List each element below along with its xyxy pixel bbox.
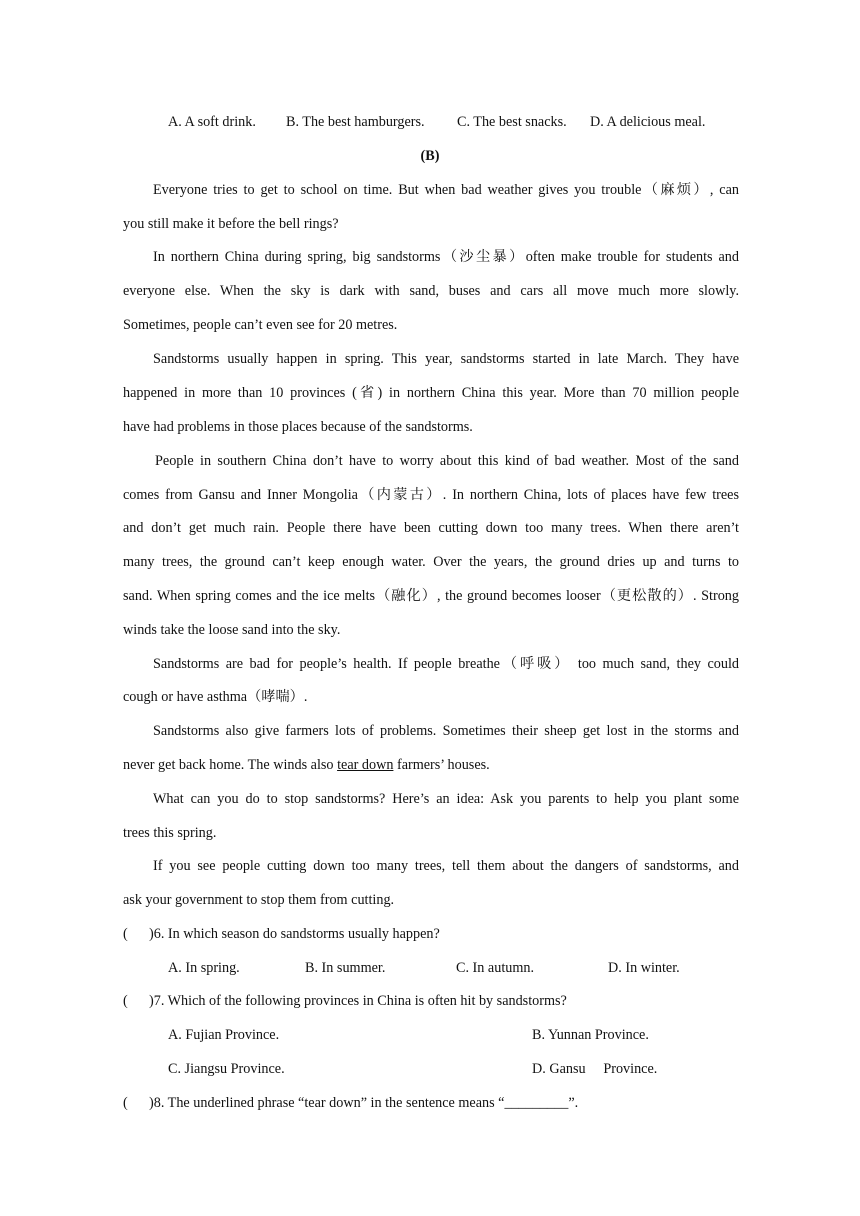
q5-option-a: A. A soft drink. [168,114,256,130]
passage-line: cough or have asthma（哮喘）. [123,689,308,705]
passage-line: winds take the loose sand into the sky. [123,622,341,638]
passage-line: ask your government to stop them from cutting. [123,892,395,908]
q6-option-b: B. In summer. [305,960,386,976]
question-8-stem: ( )8. The underlined phrase “tear down” in the sentence means “_________”. [123,1095,579,1111]
passage-line: everyone else. When the sky is dark with sand, buses and cars all move much more slowly. [123,283,739,299]
passage-text: farmers’ houses. [393,757,490,773]
passage-line: In northern China during spring, big sandstorms（沙尘暴）often make trouble for students and [153,249,739,265]
q7-option-a: A. Fujian Province. [168,1027,280,1043]
q6-option-c: C. In autumn. [456,960,535,976]
passage-text: never get back home. The winds also [123,757,338,773]
passage-line: and don’t get much rain. People there have been cutting down too many trees. When there aren’t [123,520,739,536]
passage-line: happened in more than 10 provinces (省) in northern China this year. More than 70 million people [123,385,739,401]
passage-line: comes from Gansu and Inner Mongolia（内蒙古）. In northern China, lots of places have few trees [123,487,739,503]
passage-line: sand. When spring comes and the ice melts（融化）, the ground becomes looser（更松散的）. Strong [123,588,739,604]
passage-line: many trees, the ground can’t keep enough water. Over the years, the ground dries up and turns to [123,554,739,570]
q6-option-d: D. In winter. [608,960,680,976]
passage-line: Sandstorms are bad for people’s health. If people breathe（呼吸） too much sand, they could [153,656,739,672]
passage-line: you still make it before the bell rings? [123,216,339,232]
passage-line: If you see people cutting down too many trees, tell them about the dangers of sandstorms, and [153,858,739,874]
question-7-stem: ( )7. Which of the following provinces in China is often hit by sandstorms? [123,993,567,1009]
q7-option-b: B. Yunnan Province. [532,1027,649,1043]
section-title: (B) [420,148,440,164]
passage-line: What can you do to stop sandstorms? Here’s an idea: Ask you parents to help you plant some [153,791,739,807]
q5-option-b: B. The best hamburgers. [286,114,425,130]
question-6-stem: ( )6. In which season do sandstorms usually happen? [123,926,440,942]
passage-line [123,756,490,774]
passage-line: Everyone tries to get to school on time. But when bad weather gives you trouble（麻烦）, can [153,182,739,198]
passage-line: trees this spring. [123,825,217,841]
q5-option-c: C. The best snacks. [457,114,567,130]
underlined-phrase: tear down [337,757,394,773]
passage-line: have had problems in those places because of the sandstorms. [123,419,473,435]
passage-line: Sandstorms also give farmers lots of problems. Sometimes their sheep get lost in the storms and [153,723,739,739]
q7-option-c: C. Jiangsu Province. [168,1061,285,1077]
passage-line: Sometimes, people can’t even see for 20 metres. [123,317,398,333]
q7-option-d: D. Gansu Province. [532,1061,658,1077]
passage-line: People in southern China don’t have to worry about this kind of bad weather. Most of the sand [155,453,739,469]
passage-line: Sandstorms usually happen in spring. This year, sandstorms started in late March. They have [153,351,739,367]
q6-option-a: A. In spring. [168,960,240,976]
q5-option-d: D. A delicious meal. [590,114,706,130]
